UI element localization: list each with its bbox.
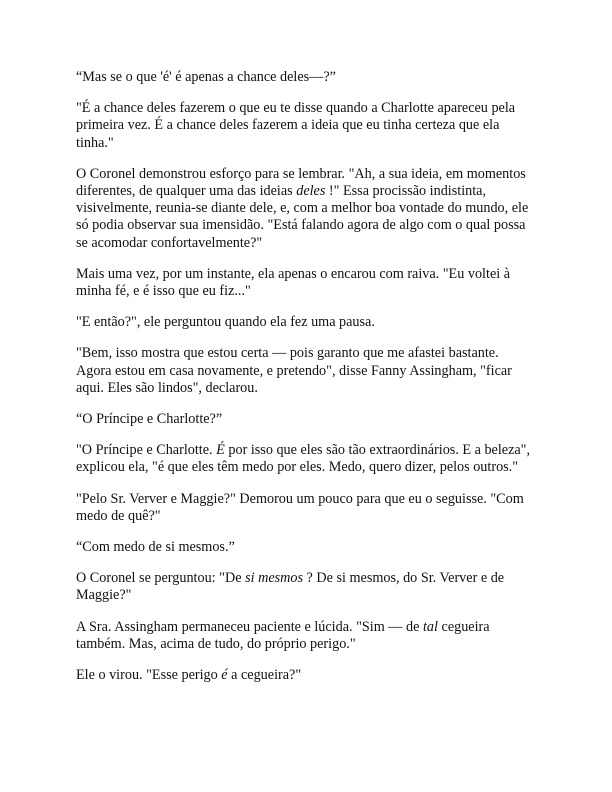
paragraph [76, 314, 536, 331]
text-run: Mais uma vez, por um instante, ela apenas o encarou com raiva. "Eu voltei à minha fé, e é isso que eu fiz..." [76, 265, 511, 300]
text-run: a cegueira?" [227, 667, 302, 684]
paragraph [76, 411, 536, 428]
text-run: “Mas se o que 'é' é apenas a chance deles—?” [76, 69, 336, 85]
text-run: ? De si mesmos, do Sr. Verver e de Maggie?" [76, 570, 505, 604]
italic-text-run: si mesmos [245, 570, 303, 587]
paragraph [76, 619, 536, 653]
text-run: A Sra. Assingham permaneceu paciente e lúcida. "Sim — de [76, 618, 423, 635]
text-run: “Com medo de si mesmos.” [76, 539, 235, 556]
italic-text-run: É [216, 442, 225, 459]
text-run: "Pelo Sr. Verver e Maggie?" Demorou um pouco para que eu o seguisse. "Com medo de quê?" [76, 490, 524, 524]
paragraph [76, 667, 536, 684]
text-run: por isso que eles são tão extraordinários. E a beleza", explicou ela, "é que eles têm medo por eles. Medo, quero dizer, pelos outros." [76, 442, 531, 476]
paragraph [76, 539, 536, 556]
paragraph [76, 442, 536, 476]
paragraph [76, 266, 536, 300]
text-run: !" Essa procissão indistinta, visivelmente, reunia-se diante dele, e, com a melhor boa vontade do mundo, ele só podia observar sua imensidão. "Está falando agora de algo com o qual possa se acomodar confortavelmente?" [76, 183, 529, 251]
document-body [76, 69, 536, 698]
text-run: "Bem, isso mostra que estou certa — pois garanto que me afastei bastante. Agora estou em casa novamente, e pretendo", disse Fanny Assingham, "ficar aqui. Eles são lindos", declarou. [76, 345, 512, 396]
italic-text-run: é [221, 667, 228, 684]
paragraph [76, 570, 536, 604]
text-run: "O Príncipe e Charlotte. [76, 442, 217, 459]
italic-text-run: deles [296, 183, 326, 200]
text-run: Ele o virou. "Esse perigo [76, 667, 222, 684]
paragraph [76, 69, 536, 86]
paragraph [76, 345, 536, 397]
paragraph [76, 166, 536, 252]
paragraph [76, 100, 536, 152]
text-run: O Coronel se perguntou: "De [76, 570, 246, 587]
paragraph [76, 491, 536, 525]
italic-text-run: tal [422, 618, 438, 635]
text-run: "E então?", ele perguntou quando ela fez uma pausa. [76, 314, 375, 331]
text-run: cegueira também. Mas, acima de tudo, do próprio perigo." [76, 618, 490, 652]
text-run: "É a chance deles fazerem o que eu te disse quando a Charlotte apareceu pela primeira vez. É a chance deles fazerem a ideia que eu tinha certeza que ela tinha." [76, 100, 516, 151]
text-run: “O Príncipe e Charlotte?” [76, 411, 223, 428]
text-run: O Coronel demonstrou esforço para se lembrar. "Ah, a sua ideia, em momentos diferentes, de qualquer uma das ideias [76, 165, 526, 200]
